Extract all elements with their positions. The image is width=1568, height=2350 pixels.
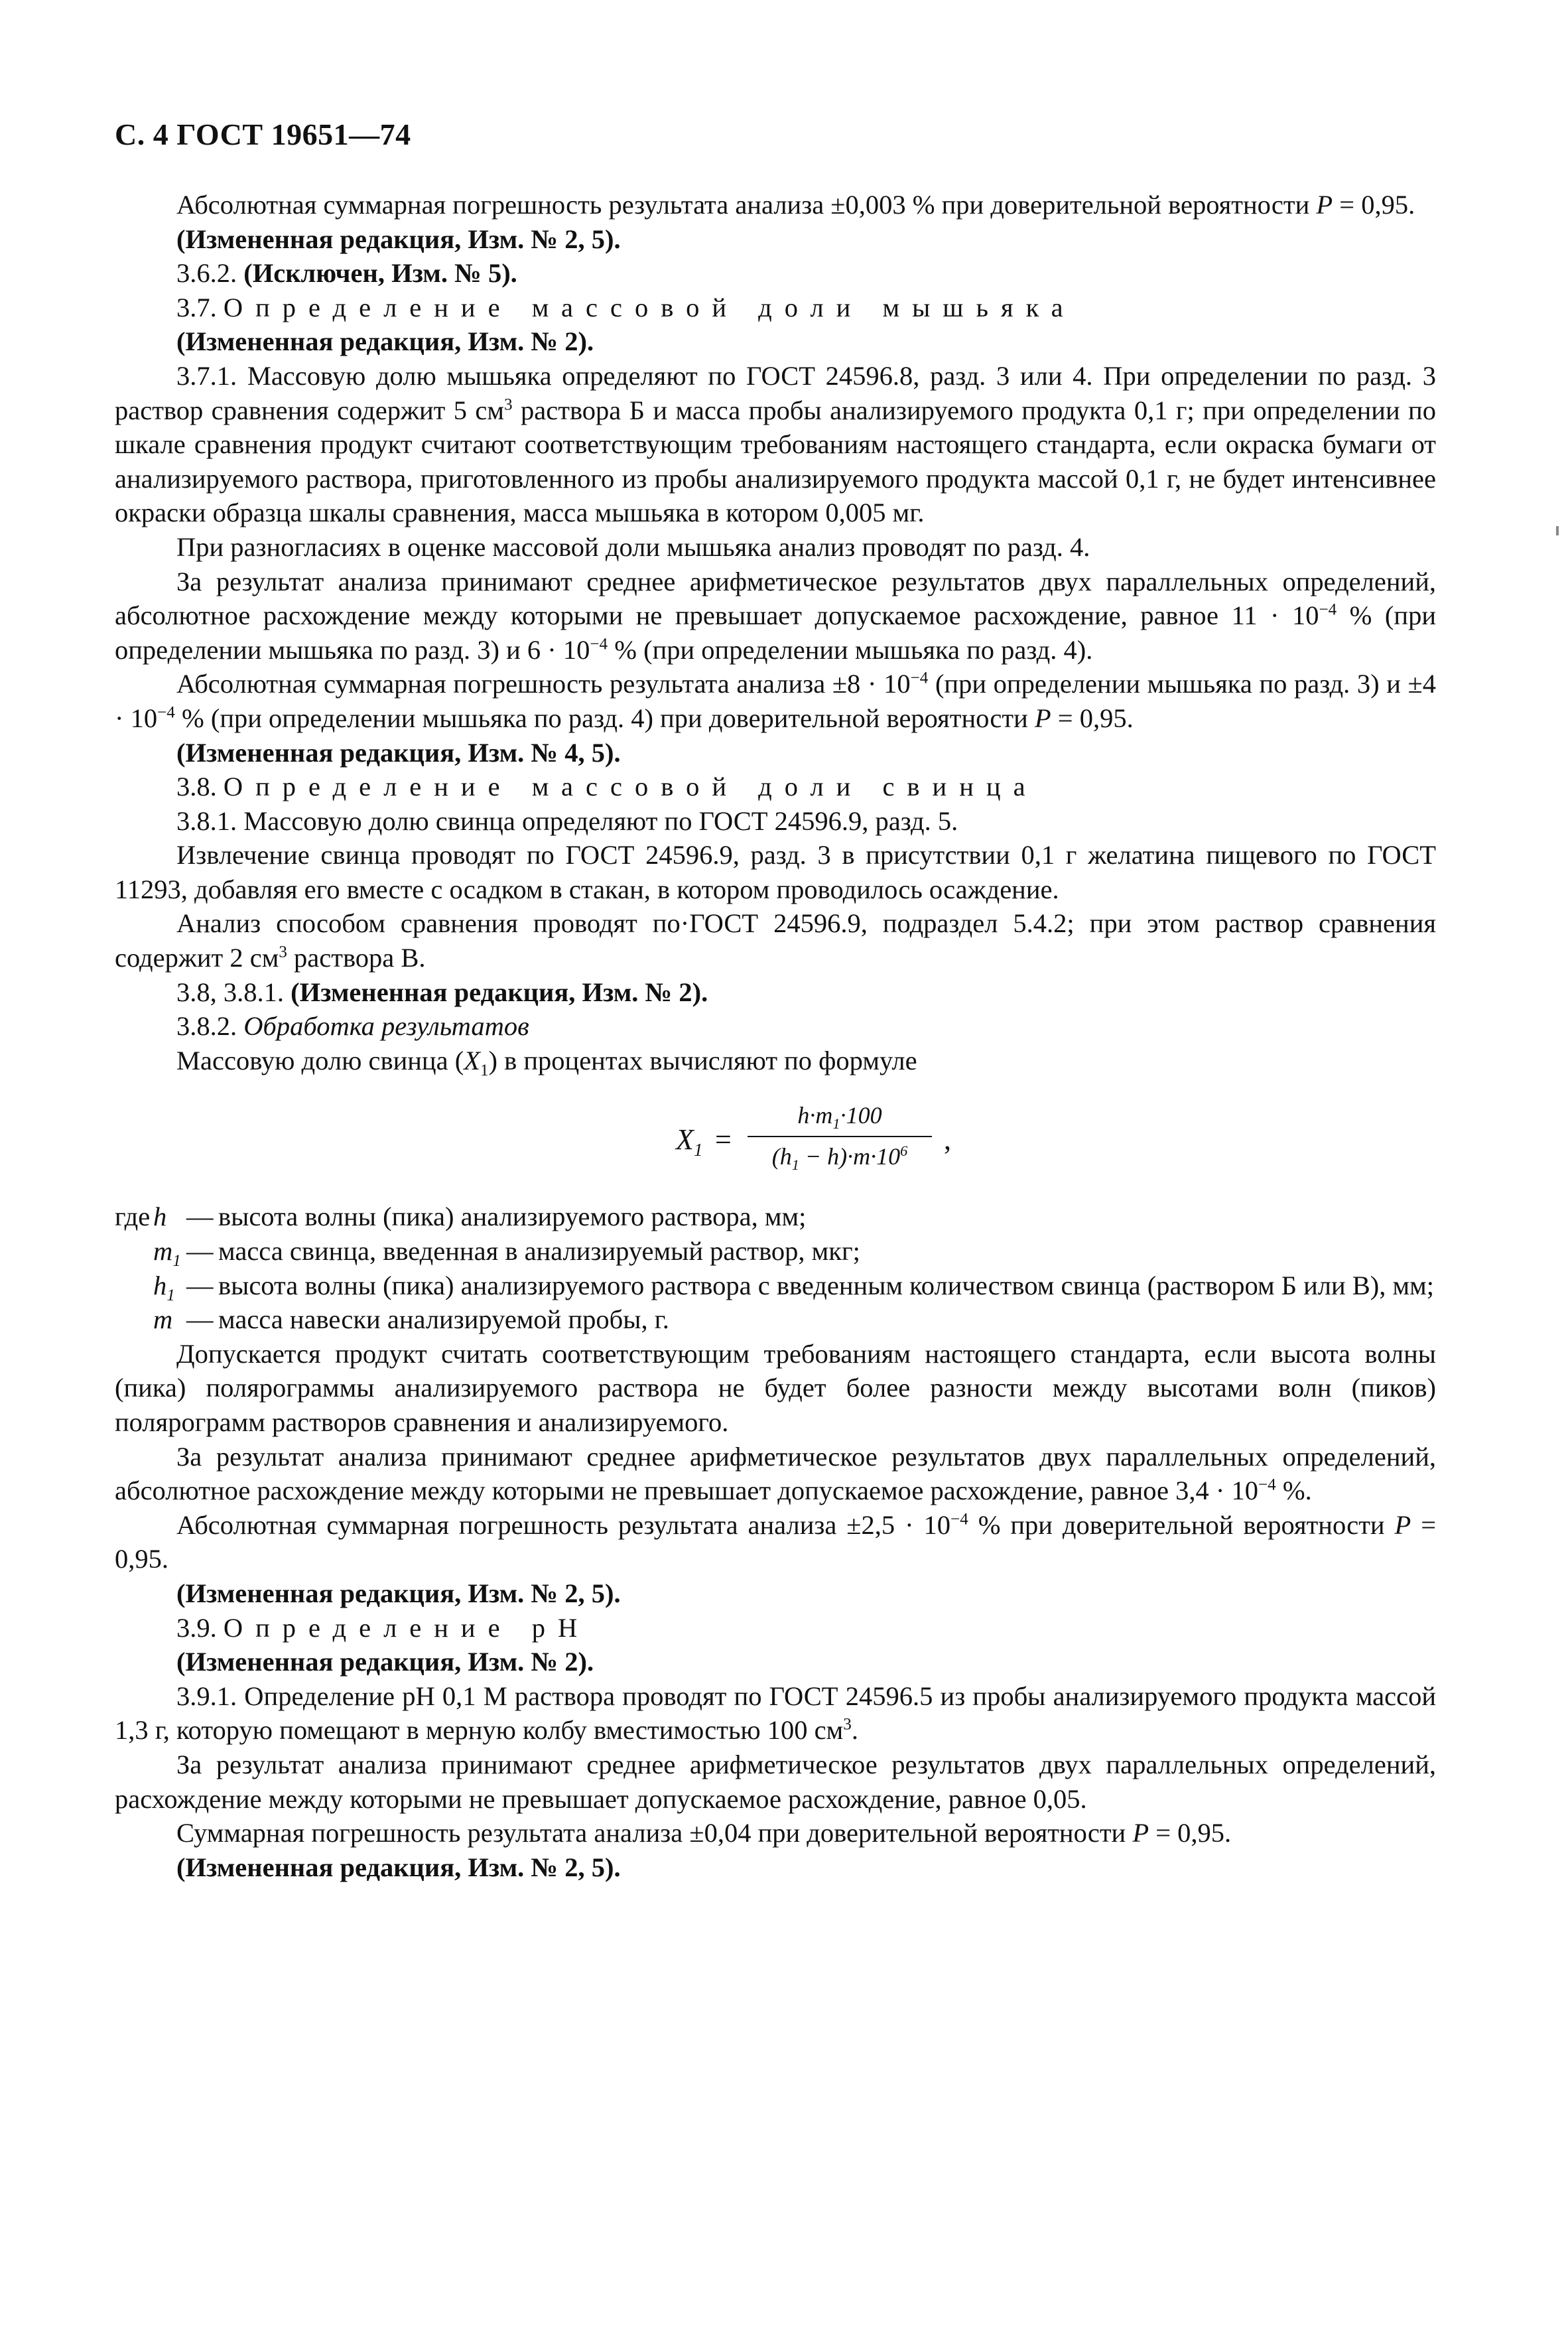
- section-3-7-1: 3.7.1. Массовую долю мышьяка определяют по ГОСТ 24596.8, разд. 3 или 4. При определении по разд. 3 раствор сравнения содержит 5 $см^3$ раствора Б и масса пробы анализируемого продукта 0,1 г; при определении по шкале сравнения продукт считают соответствующим требованиям настоящего стандарта, если окраска бумаги от анализируемого раствора, приготовленного из пробы анализируемого продукта массой 0,1 г, не будет интенсивнее окраски образца шкалы сравнения, масса мышьяка в котором 0,005 мг.: [115, 360, 1436, 528]
- page-header: С. 4 ГОСТ 19651—74: [115, 117, 411, 151]
- section-3-9-1: 3.9.1. Определение рН 0,1 М раствора проводят по ГОСТ 24596.5 из пробы анализируемого продукта массой 1,3 г, которую помещают в мерную колбу вместимостью 100 $см^3$.: [115, 1681, 1436, 1746]
- definitions-list: [115, 1200, 1436, 1336]
- definition-row: [115, 1269, 1436, 1303]
- amendment-note: 3.8, 3.8.1. (Измененная редакция, Изм. № 2).: [176, 977, 708, 1007]
- paragraph: Допускается продукт считать соответствующим требованиям настоящего стандарта, если высота волны (пика) полярограммы анализируемого раствора не будет более разности между высотами волн (пиков) полярограмм растворов сравнения и анализируемого.: [115, 1338, 1436, 1437]
- paragraph: Анализ способом сравнения проводят по·ГОСТ 24596.9, подраздел 5.4.2; при этом раствор сравнения содержит 2 $см^3$ раствора В.: [115, 908, 1436, 973]
- definition-lead: где: [115, 1202, 151, 1232]
- paragraph: За результат анализа принимают среднее арифметическое результатов двух параллельных определений, расхождение между которыми не превышает допускаемое расхождение, равное 0,05.: [115, 1749, 1436, 1814]
- definition-dash: —: [186, 1202, 214, 1232]
- definition-text: высота волны (пика) анализируемого раствора с введенным количеством свинца (раствором Б или В), мм;: [218, 1270, 1435, 1300]
- definition-text: масса свинца, введенная в анализируемый раствор, мкг;: [218, 1236, 860, 1267]
- definition-symbol: h: [153, 1202, 167, 1232]
- definition-symbol: $m_1$: [153, 1236, 181, 1271]
- definition-lead: [115, 1234, 153, 1269]
- section-3-8-1: 3.8.1. Массовую долю свинца определяют по ГОСТ 24596.9, разд. 5.: [176, 805, 958, 836]
- definition-lead: [115, 1302, 153, 1337]
- paragraph: За результат анализа принимают среднее арифметическое результатов двух параллельных определений, абсолютное расхождение между которыми не превышает допускаемое расхождение, равное $11 \cdot 10^{-4}$ % (при определении мышьяка по разд. 3) и $6 \cdot 10^{-4}$ % (при определении мышьяка по разд. 4).: [115, 566, 1436, 665]
- amendment-note: (Измененная редакция, Изм. № 2).: [176, 1647, 594, 1677]
- paragraph: Суммарная погрешность результата анализа ±0,04 при доверительной вероятности P = 0,95.: [176, 1818, 1232, 1848]
- definition-dash: —: [186, 1270, 214, 1300]
- formula-denominator: $(h_1 - h)\cdot m\cdot 10^6$: [771, 1142, 908, 1174]
- definition-symbol: $h_1$: [153, 1270, 175, 1304]
- amendment-note: (Измененная редакция, Изм. № 2, 5).: [176, 224, 621, 254]
- paragraph: Абсолютная суммарная погрешность результата анализа $\pm 8 \cdot 10^{-4}$ (при определении мышьяка по разд. 3) $и \pm 4 \cdot 10^{-4}$ % (при определении мышьяка по разд. 4) при доверительной вероятности P = 0,95.: [115, 669, 1437, 733]
- formula-numerator: $h\cdot m_1\cdot 100$: [797, 1102, 882, 1133]
- amendment-note: (Измененная редакция, Изм. № 2).: [176, 326, 594, 357]
- amendment-note: (Измененная редакция, Изм. № 2, 5).: [176, 1578, 621, 1608]
- definition-dash: —: [186, 1304, 214, 1335]
- formula-comma: ,: [944, 1123, 951, 1156]
- document-body: [115, 188, 1436, 1884]
- definition-row: [115, 1234, 1436, 1269]
- definition-dash: —: [186, 1236, 214, 1267]
- section-3-7-heading: 3.7. Определение массовой доли мышьяка: [176, 292, 1076, 322]
- definition-row: [115, 1302, 1436, 1337]
- definition-symbol: m: [153, 1304, 173, 1335]
- section-3-6-2: 3.6.2. (Исключен, Изм. № 5).: [176, 258, 517, 289]
- paragraph: Массовую долю свинца $(X_1)$ в процентах вычисляют по формуле: [176, 1045, 917, 1079]
- formula: [115, 1099, 1436, 1186]
- definition-text: высота волны (пика) анализируемого раствора, мм;: [218, 1202, 807, 1232]
- paragraph: При разногласиях в оценке массовой доли мышьяка анализ проводят по разд. 4.: [176, 531, 1090, 562]
- paragraph: Абсолютная суммарная погрешность результата анализа ±0,003 % при доверительной вероятности P = 0,95.: [176, 190, 1415, 220]
- formula-fraction: [744, 1099, 936, 1174]
- amendment-note: (Измененная редакция, Изм. № 4, 5).: [176, 737, 621, 768]
- formula-equals: =: [715, 1123, 732, 1156]
- amendment-note: (Измененная редакция, Изм. № 2, 5).: [176, 1852, 621, 1882]
- paragraph: За результат анализа принимают среднее арифметическое результатов двух параллельных определений, абсолютное расхождение между которыми не превышает допускаемое расхождение, равное $3,4 \cdot 10^{-4}$ %.: [115, 1441, 1436, 1506]
- definition-lead: [115, 1269, 153, 1303]
- margin-speck: [1556, 526, 1559, 535]
- section-3-9-heading: 3.9. Определение рН: [176, 1612, 590, 1643]
- definition-row: [115, 1200, 1436, 1234]
- section-3-8-heading: 3.8. Определение массовой доли свинца: [176, 772, 1038, 802]
- paragraph: Абсолютная суммарная погрешность результата анализа $\pm 2,5 \cdot 10^{-4}$ % при доверительной вероятности P = 0,95.: [115, 1509, 1437, 1574]
- section-3-8-2: 3.8.2. Обработка результатов: [176, 1011, 529, 1042]
- formula-lhs: $X_1$: [676, 1123, 703, 1160]
- definition-text: масса навески анализируемой пробы, г.: [218, 1304, 669, 1335]
- paragraph: Извлечение свинца проводят по ГОСТ 24596.9, разд. 3 в присутствии 0,1 г желатина пищевого по ГОСТ 11293, добавляя его вместе с осадком в стакан, в котором проводилось осаждение.: [115, 840, 1436, 904]
